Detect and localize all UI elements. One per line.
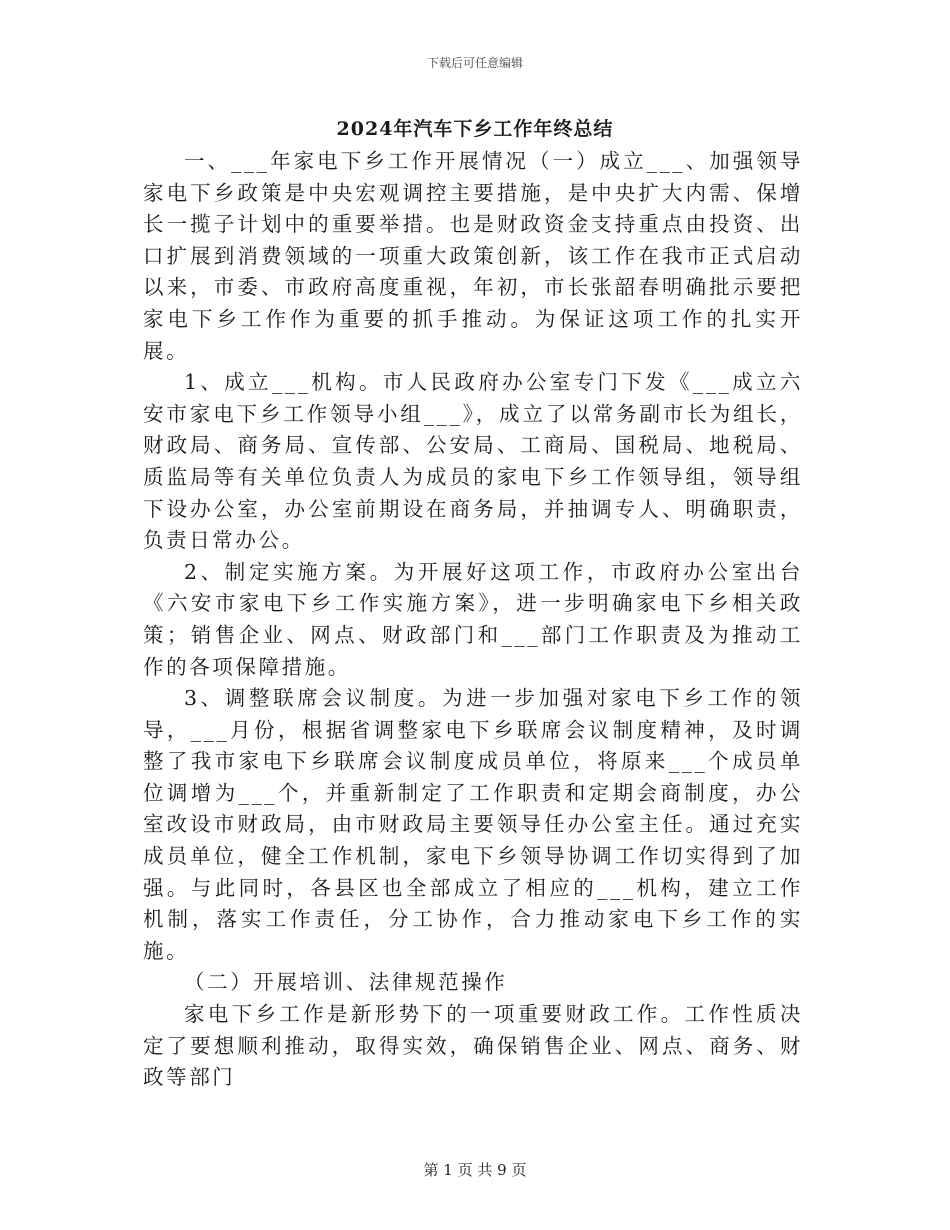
document-body	[143, 146, 803, 1094]
paragraph-section-2: 家电下乡工作是新形势下的一项重要财政工作。工作性质决定了要想顺利推动，取得实效，确保销售企业、网点、商务、财政等部门	[143, 1002, 803, 1090]
paragraph-item-2: 2、制定实施方案。为开展好这项工作，市政府办公室出台《六安市家电下乡工作实施方案》，进一步明确家电下乡相关政策；销售企业、网点、财政部门和___部门工作职责及为推动工作的各项保障措施。	[143, 559, 803, 679]
page-header-note: 下载后可任意编辑	[426, 56, 523, 70]
paragraph-item-3: 3、调整联席会议制度。为进一步加强对家电下乡工作的领导，___月份，根据省调整家电下乡联席会议制度精神，及时调整了我市家电下乡联席会议制度成员单位，将原来___个成员单位调增为___个，并重新制定了工作职责和定期会商制度，办公室改设市财政局，由市财政局主要领导任办公室主任。通过充实成员单位，健全工作机制，家电下乡领导协调工作切实得到了加强。与此同时，各县区也全部成立了相应的___机构，建立工作机制，落实工作责任，分工协作，合力推动家电下乡工作的实施。	[143, 686, 803, 963]
paragraph-item-1: 1、成立___机构。市人民政府办公室专门下发《___成立六安市家电下乡工作领导小组___》，成立了以常务副市长为组长，财政局、商务局、宣传部、公安局、工商局、国税局、地税局、质监局等有关单位负责人为成员的家电下乡工作领导组，领导组下设办公室，办公室前期设在商务局，并抽调专人、明确职责，负责日常办公。	[143, 370, 803, 553]
document-title: 2024年汽车下乡工作年终总结	[336, 118, 614, 140]
section-heading-2: （二）开展培训、法律规范操作	[184, 970, 508, 995]
paragraph-intro: 一、___年家电下乡工作开展情况（一）成立___、加强领导家电下乡政策是中央宏观调控主要措施，是中央扩大内需、保增长一揽子计划中的重要举措。也是财政资金支持重点由投资、出口扩展到消费领域的一项重大政策创新，该工作在我市正式启动以来，市委、市政府高度重视，年初，市长张韶春明确批示要把家电下乡工作作为重要的抓手推动。为保证这项工作的扎实开展。	[143, 149, 803, 363]
page-number: 第 1 页 共 9 页	[423, 1161, 527, 1179]
